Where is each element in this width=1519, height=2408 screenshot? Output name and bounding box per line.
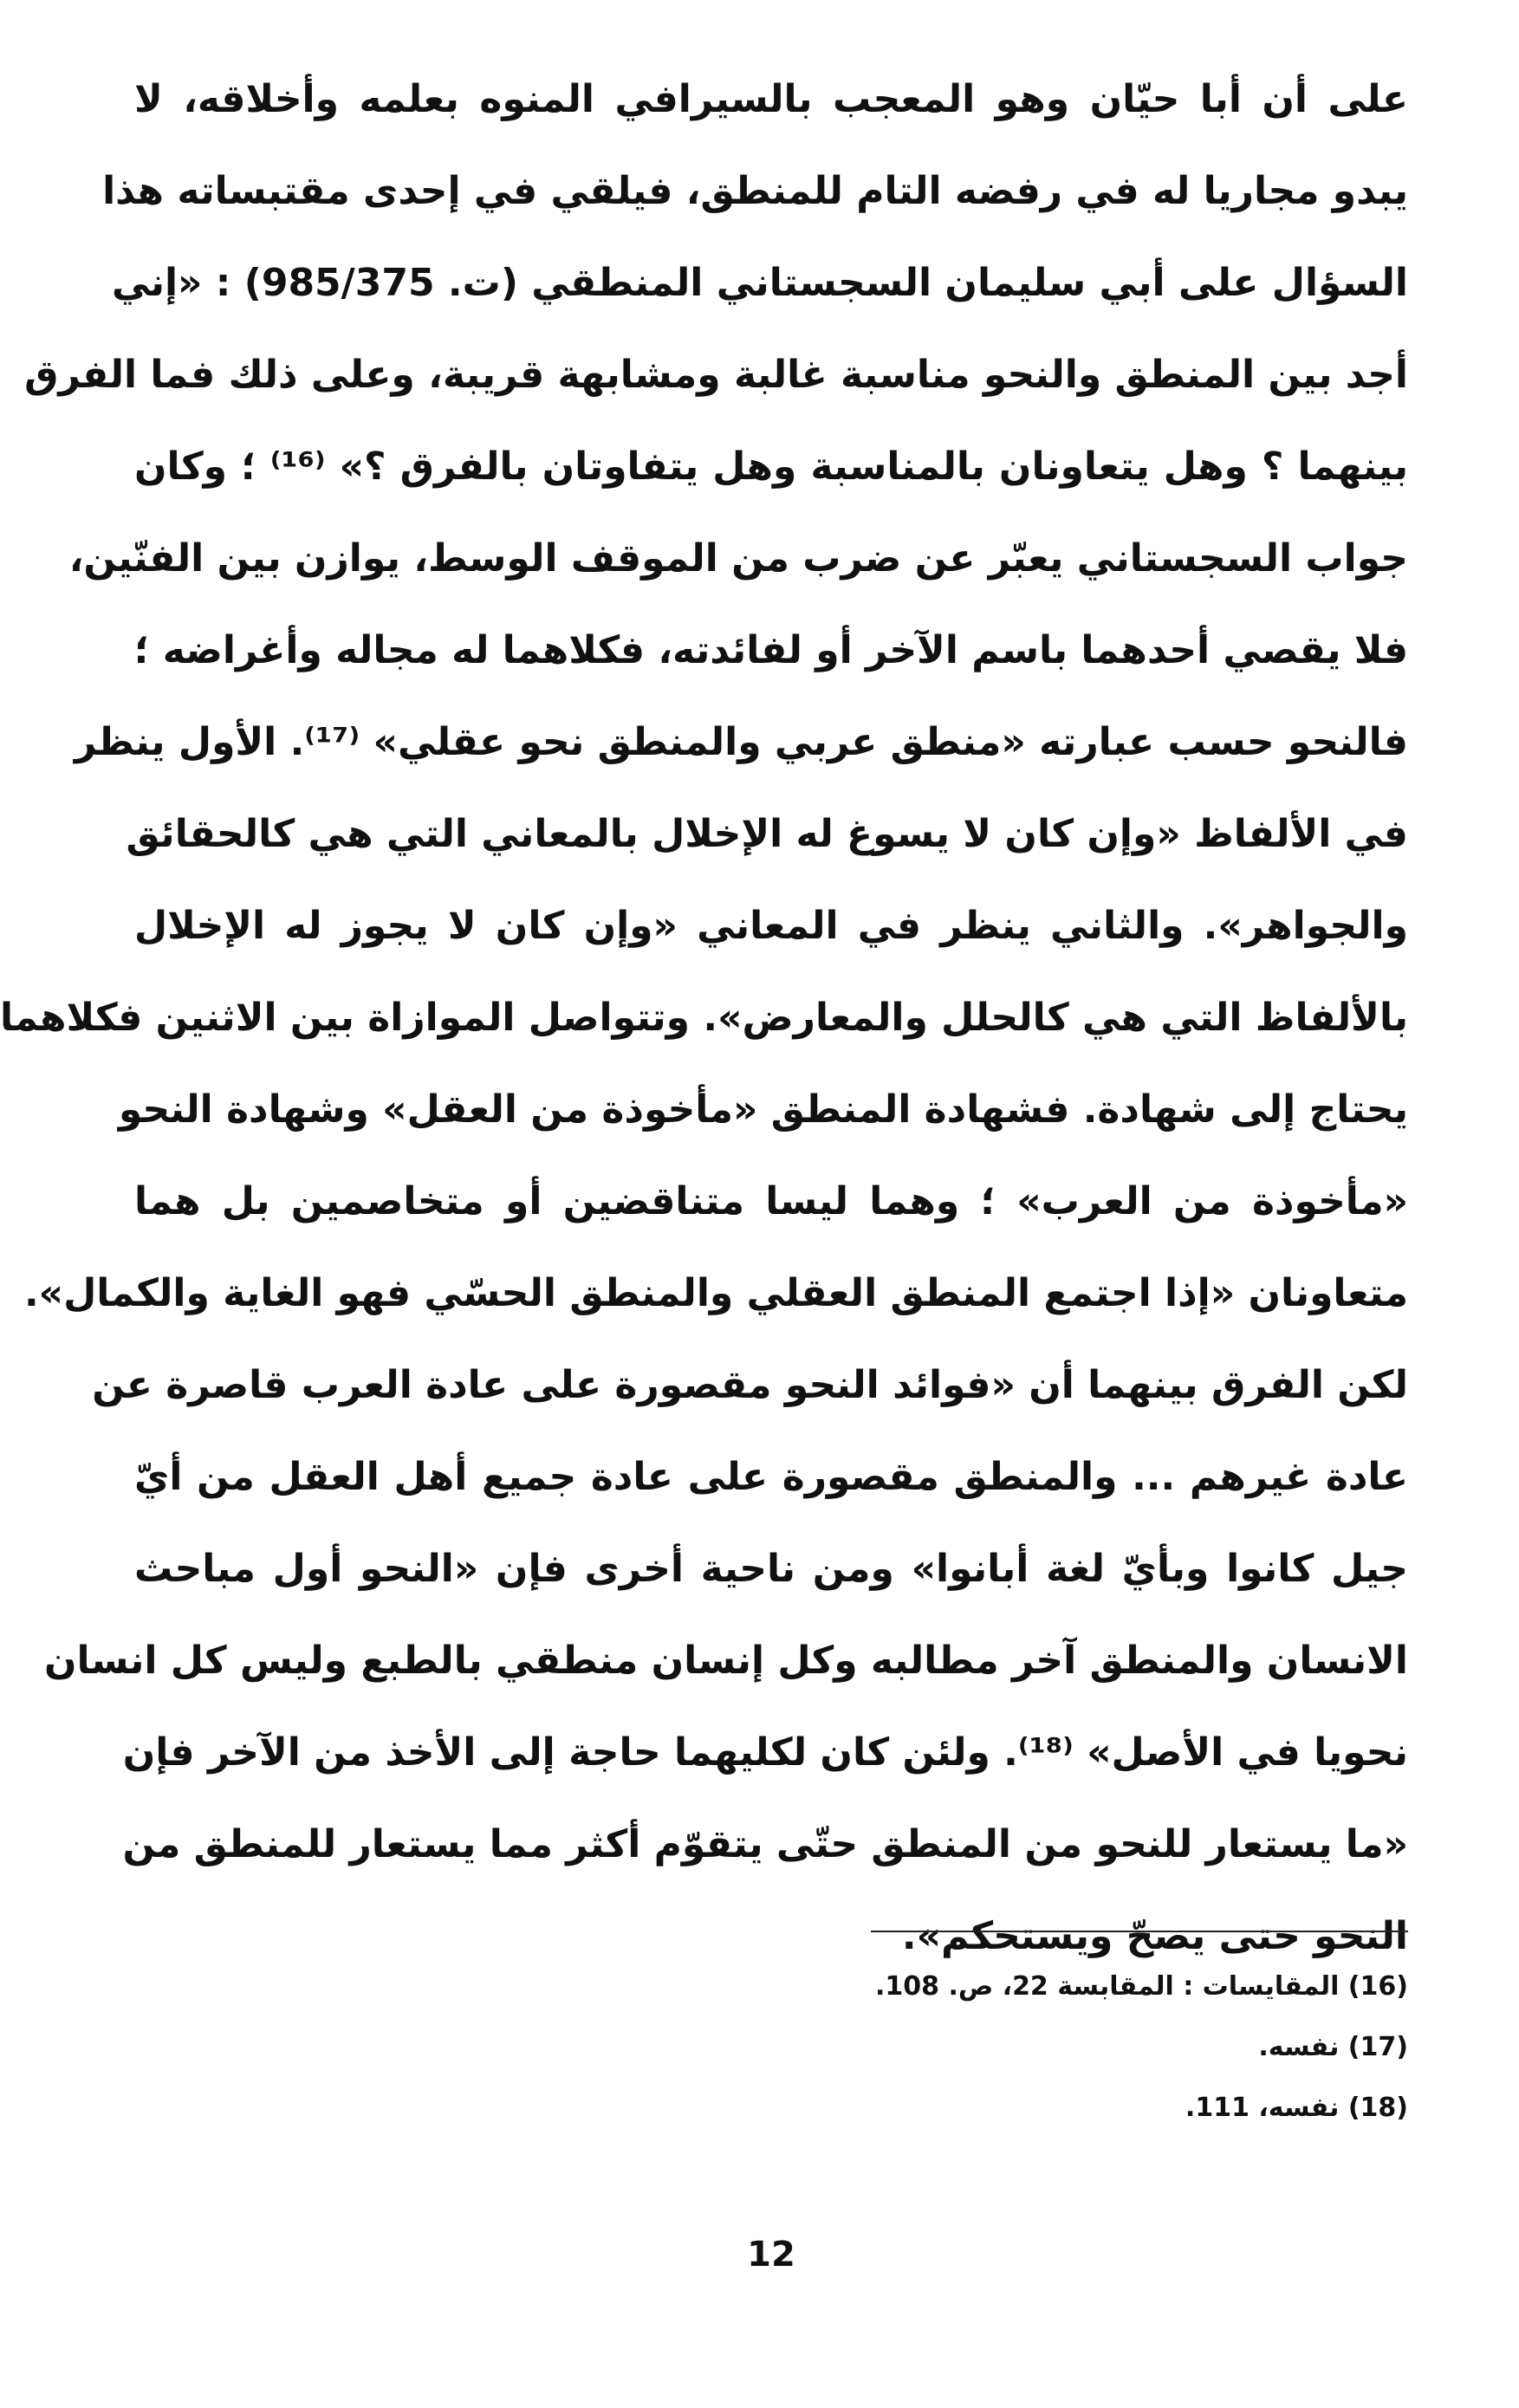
text-line-10: والجواهر». والثاني ينظر في المعاني «وإن كان لا يجوز له الإخلال xyxy=(134,904,1408,948)
text-line-11: بالألفاظ التي هي كالحلل والمعارض». وتتواصل الموازاة بين الاثنين فكلاهما xyxy=(0,996,1408,1040)
text-line-21: النحو حتى يصحّ ويستحكم». xyxy=(901,1914,1408,1958)
text-line-19: نحويا في الأصل» ⁽¹⁸⁾. ولئن كان لكليهما حاجة إلى الأخذ من الآخر فإن xyxy=(122,1730,1408,1775)
text-line-7: فلا يقصي أحدهما باسم الآخر أو لفائدته، فكلاهما له مجاله وأغراضه ؛ xyxy=(133,628,1408,672)
text-line-2: يبدو مجاريا له في رفضه التام للمنطق، فيلقي في إحدى مقتبساته هذا xyxy=(102,169,1408,213)
text-line-20: «ما يستعار للنحو من المنطق حتّى يتقوّم أكثر مما يستعار للمنطق من xyxy=(122,1822,1408,1866)
main-text-block xyxy=(0,54,1409,1983)
text-line-18: الانسان والمنطق آخر مطالبه وكل إنسان منطقي بالطبع وليس كل انسان xyxy=(44,1639,1408,1683)
footnote-separator xyxy=(871,1931,1408,1932)
text-line-13: «مأخوذة من العرب» ؛ وهما ليسا متناقضين أو متخاصمين بل هما xyxy=(134,1179,1408,1223)
footnotes-block xyxy=(628,1957,1408,2139)
footnote-17: (17) نفسه. xyxy=(1258,2032,1408,2062)
text-line-14: متعاونان «إذا اجتمع المنطق العقلي والمنطق الحسّي فهو الغاية والكمال». xyxy=(23,1271,1408,1315)
text-line-15: لكن الفرق بينهما أن «فوائد النحو مقصورة على عادة العرب قاصرة عن xyxy=(92,1363,1408,1407)
footnote-16: (16) المقايسات : المقابسة 22، ص. 108. xyxy=(874,1971,1408,2002)
text-line-16: عادة غيرهم ... والمنطق مقصورة على عادة جميع أهل العقل من أيّ xyxy=(134,1455,1408,1499)
text-line-5: بينهما ؟ وهل يتعاونان بالمناسبة وهل يتفاوتان بالفرق ؟» ⁽¹⁶⁾ ؛ وكان xyxy=(134,445,1409,489)
text-line-12: يحتاج إلى شهادة. فشهادة المنطق «مأخوذة من العقل» وشهادة النحو xyxy=(118,1087,1408,1132)
footnote-18: (18) نفسه، 111. xyxy=(1185,2093,1408,2123)
text-line-4: أجد بين المنطق والنحو مناسبة غالبة ومشابهة قريبة، وعلى ذلك فما الفرق xyxy=(24,353,1408,397)
page-number: 12 xyxy=(747,2235,795,2275)
text-line-1: على أن أبا حيّان وهو المعجب بالسيرافي المنوه بعلمه وأخلاقه، لا xyxy=(134,77,1408,121)
text-line-17: جيل كانوا وبأيّ لغة أبانوا» ومن ناحية أخرى فإن «النحو أول مباحث xyxy=(134,1547,1408,1591)
text-line-6: جواب السجستاني يعبّر عن ضرب من الموقف الوسط، يوازن بين الفنّين، xyxy=(68,536,1408,581)
text-line-3: السؤال على أبي سليمان السجستاني المنطقي (ت. 985/375) : «إني xyxy=(111,261,1408,305)
text-line-8: فالنحو حسب عبارته «منطق عربي والمنطق نحو عقلي» ⁽¹⁷⁾. الأول ينظر xyxy=(74,720,1408,764)
text-line-9: في الألفاظ «وإن كان لا يسوغ له الإخلال بالمعاني التي هي كالحقائق xyxy=(126,812,1408,856)
